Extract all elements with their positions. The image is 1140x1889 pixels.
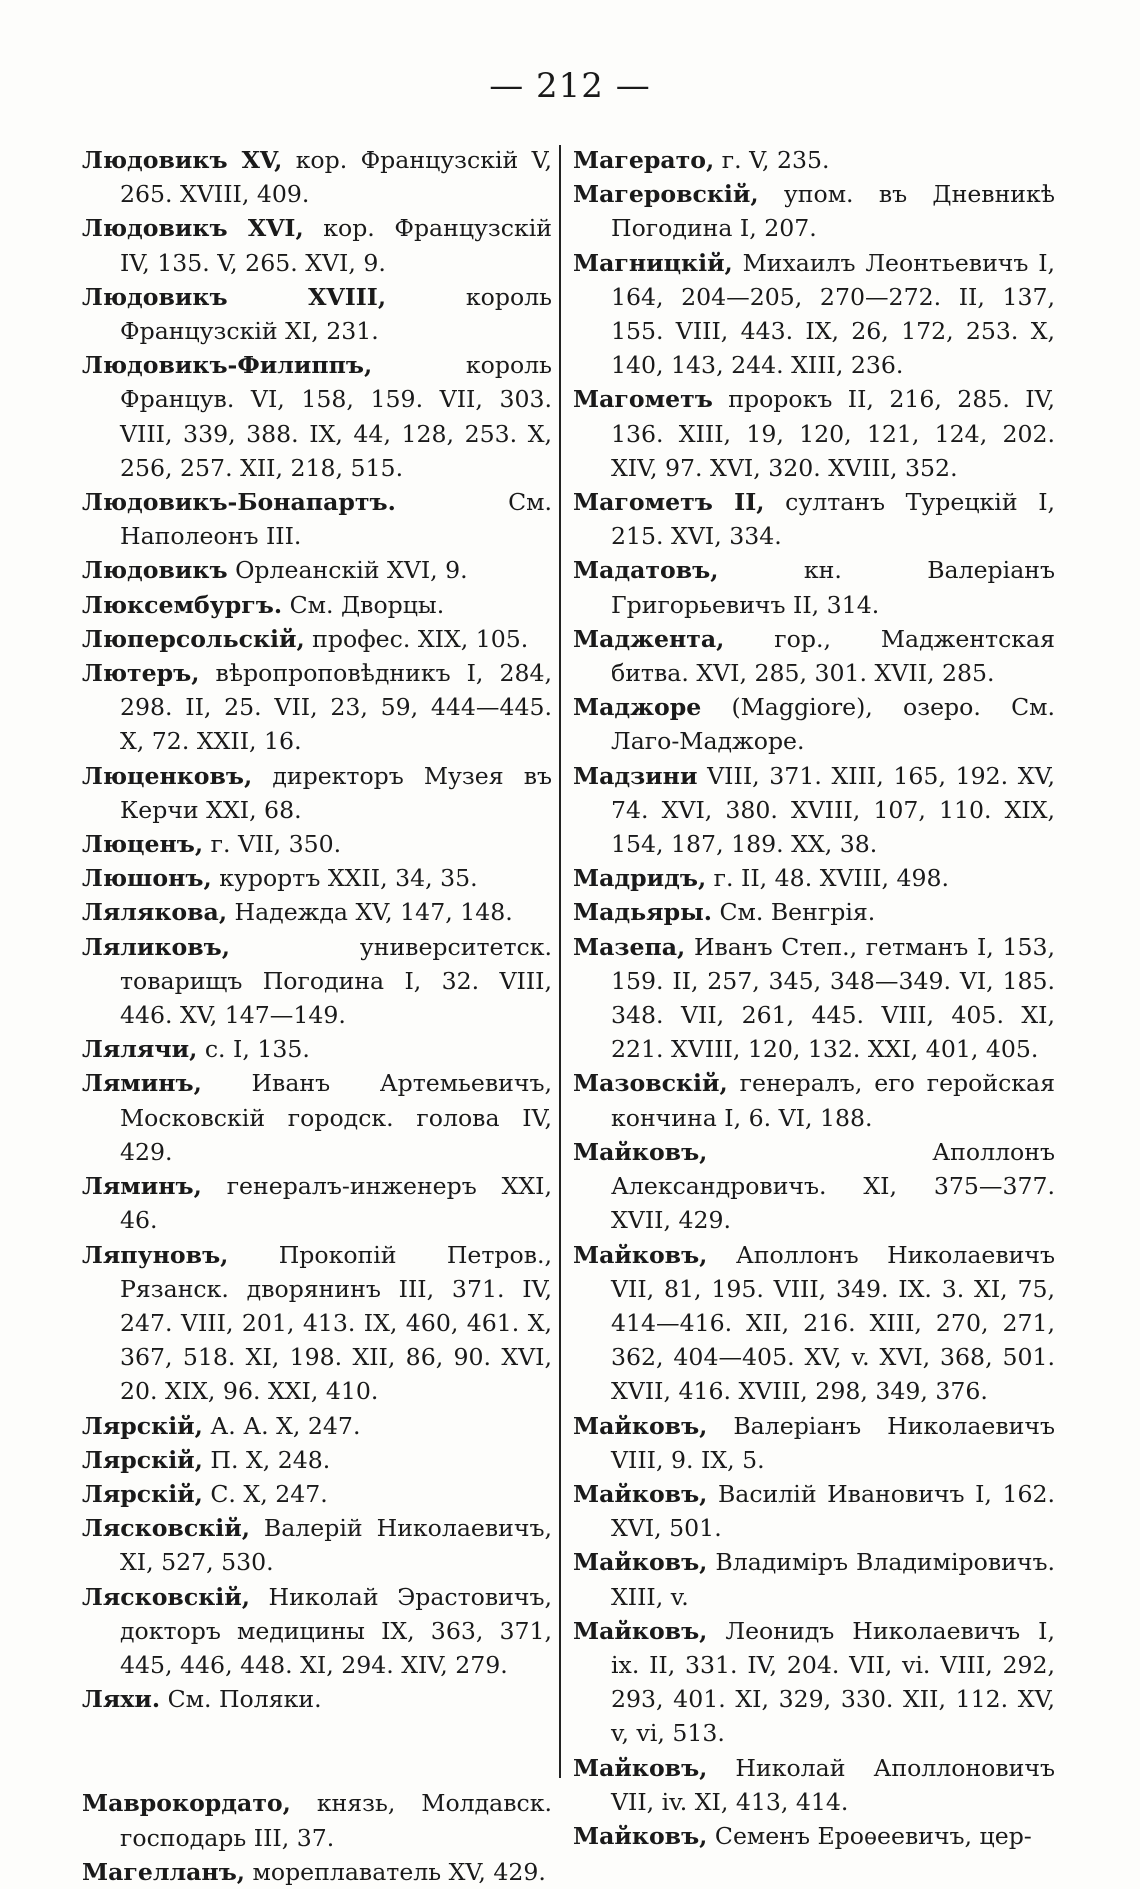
index-entry [573,177,1055,245]
left-column [82,143,552,1889]
index-entry [573,930,1055,1067]
entry-headword: Майковъ, [573,1240,708,1269]
entry-references: (Maggiore), озеро. См. Лаго-Маджоре. [611,693,1055,756]
entry-references: Николай Эрастовичъ, докторъ медицины IX, 363, 371, 445, 446, 448. XI, 294. XIV, 279. [120,1582,553,1679]
index-entry [82,280,552,348]
index-entry [82,1477,552,1511]
entry-references: султанъ Турецкій I, 215. XVI, 334. [611,488,1056,551]
index-entry [573,1238,1055,1409]
entry-references: г. VII, 350. [210,830,342,859]
entry-references: г. II, 48. XVIII, 498. [713,864,950,893]
entry-references: Николай Аполлоновичъ VII, iv. XI, 413, 414. [611,1753,1056,1816]
entry-headword: Лялячи, [82,1035,198,1064]
entry-headword: Ляпуновъ, [82,1240,229,1269]
index-entry [82,656,552,759]
entry-references: король Французскій XI, 231. [120,282,553,346]
index-entry [82,211,552,279]
index-entry [82,1511,552,1579]
entry-headword: Люксембургъ. [82,590,283,619]
entry-headword: Майковъ, [573,1616,708,1645]
page-number: — 212 — [489,66,651,106]
entry-references: Надежда XV, 147, 148. [234,898,513,927]
entry-headword: Ляликовъ, [82,932,230,961]
index-entry [573,861,1055,895]
index-entry [573,1409,1055,1477]
entry-headword: Ляминъ, [82,1172,202,1201]
index-entry [82,348,552,485]
index-entry [573,1614,1055,1751]
entry-headword: Мадридъ, [573,864,707,893]
index-entry [82,1169,552,1237]
entry-references: вѣропроповѣдникъ I, 284, 298. II, 25. VII, 23, 59, 444—445. X, 72. XXII, 16. [120,659,552,756]
entry-references: П. X, 248. [210,1445,331,1474]
entry-references: Михаилъ Леонтьевичъ I, 164, 204—205, 270—272. II, 137, 155. VIII, 443. IX, 26, 172, 253. X, 140, 143, 244. XIII, 236. [611,248,1056,380]
index-entry [573,1545,1055,1613]
entry-references: курортъ XXII, 34, 35. [219,864,478,893]
entry-references: С. X, 247. [210,1479,328,1508]
entry-headword: Людовикъ [82,556,228,585]
entry-headword: Люценъ, [82,830,204,859]
entry-headword: Мадатовъ, [573,556,719,585]
entry-headword: Магерато, [573,146,715,174]
index-entry [82,588,552,622]
entry-headword: Лютеръ, [82,659,200,688]
entry-headword: Лялякова, [82,898,228,927]
entry-references: пророкъ II, 216, 285. IV, 136. XIII, 19, 120, 121, 124, 202. XIV, 97. XVI, 320. XVIII, 352. [611,385,1056,482]
entry-references: VIII, 371. XIII, 165, 192. XV, 74. XVI, 380. XVIII, 107, 110. XIX, 154, 187, 189. XX, 38. [611,761,1056,859]
entry-headword: Майковъ, [573,1411,708,1440]
left-entries [82,143,552,1716]
right-column [573,143,1055,1853]
entry-references: кор. Французскій IV, 135. V, 265. XVI, 9. [120,214,552,277]
entry-headword: Магеровскій, [573,180,759,209]
index-entry [82,1443,552,1477]
entry-headword: Людовикъ XVI, [82,214,304,243]
entry-headword: Людовикъ-Филиппъ, [82,351,373,380]
entry-headword: Лясковскій, [82,1514,250,1543]
entry-headword: Ляминъ, [82,1069,202,1098]
index-entry [82,895,552,929]
entry-headword: Маджента, [573,624,725,653]
entry-references: профес. XIX, 105. [312,624,529,653]
entry-headword: Мазовскій, [573,1069,728,1098]
entry-headword: Людовикъ XVIII, [82,282,387,311]
entry-headword: Лярскій, [82,1411,203,1440]
entry-references: упом. въ Дневникѣ Погодина I, 207. [611,180,1055,243]
index-entry [573,759,1055,862]
entry-references: гор., Маджентская битва. XVI, 285, 301. XVII, 285. [611,624,1056,688]
entry-headword: Майковъ, [573,1821,708,1850]
entry-headword: Мадьяры. [573,898,712,927]
entry-headword: Мадзини [573,761,698,790]
index-entry [573,485,1055,553]
index-entry [573,895,1055,929]
index-entry [82,1409,552,1443]
index-entry [82,553,552,587]
index-entry [82,930,552,1033]
left-tail-entries [82,1786,552,1889]
index-entry [82,1855,552,1889]
entry-headword: Майковъ, [573,1548,708,1577]
entry-references: Владиміръ Владиміровичъ. XIII, v. [611,1548,1055,1611]
entry-references: с. I, 135. [204,1035,310,1064]
index-entry [573,382,1055,485]
entry-references: См. Дворцы. [289,590,445,619]
entry-references: Валеріанъ Николаевичъ VIII, 9. IX, 5. [611,1411,1055,1474]
index-entry [82,1580,552,1683]
entry-references: Семенъ Ероѳеевичъ, цер- [714,1821,1032,1850]
entry-references: Валерій Николаевичъ, XI, 527, 530. [120,1514,552,1577]
entry-headword: Лярскій, [82,1445,203,1474]
index-entry [573,1751,1055,1819]
index-entry [82,827,552,861]
index-entry [573,1135,1055,1238]
entry-headword: Людовикъ-Бонапартъ. [82,488,396,517]
entry-references: университетск. товарищъ Погодина I, 32. VIII, 446. XV, 147—149. [120,932,552,1030]
letter-section-gap [82,1716,552,1786]
index-entry [82,622,552,656]
index-entry [573,1066,1055,1134]
entry-headword: Майковъ, [573,1753,708,1782]
entry-references: См. Наполеонъ III. [120,488,552,551]
index-entry [82,1682,552,1716]
entry-references: кн. Валеріанъ Григорьевичъ II, 314. [611,556,1056,619]
entry-headword: Люшонъ, [82,864,212,893]
entry-headword: Майковъ, [573,1479,708,1508]
index-entry [82,1066,552,1169]
index-entry [82,143,552,211]
entry-references: князь, Молдавск. господарь III, 37. [120,1789,552,1852]
entry-headword: Магницкій, [573,248,733,277]
entry-references: Прокопій Петров., Рязанск. дворянинъ III, 371. IV, 247. VIII, 201, 413. IX, 460, 461. X, 367, 518. XI, 198. XII, 86, 90. XVI, 20. XIX, 96. XXI, 410. [120,1240,552,1406]
entry-references: Орлеанскій XVI, 9. [235,556,468,585]
index-entry [573,246,1055,383]
entry-references: кор. Французскій V, 265. XVIII, 409. [120,146,552,209]
entry-references: генералъ-инженеръ XXI, 46. [120,1172,552,1235]
entry-headword: Люценковъ, [82,761,253,790]
entry-headword: Люперсольскій, [82,624,305,653]
entry-references: Аполлонъ Николаевичъ VII, 81, 195. VIII, 349. IX. 3. XI, 75, 414—416. XII, 216. XIII, 270, 271, 362, 404—405. XV, v. XVI, 368, 501. XVII, 416. XVIII, 298, 349, 376. [611,1240,1055,1406]
index-entry [82,1032,552,1066]
entry-headword: Людовикъ XV, [82,146,283,174]
index-entry [573,622,1055,690]
right-entries [573,143,1055,1853]
index-entry [573,1477,1055,1545]
entry-headword: Маджоре [573,693,702,722]
index-entry [82,1238,552,1409]
entry-references: А. А. X, 247. [210,1411,361,1440]
index-entry [573,143,1055,177]
entry-references: директоръ Музея въ Керчи XXI, 68. [120,761,552,824]
entry-references: мореплаватель XV, 429. [252,1857,546,1886]
entry-headword: Магометъ II, [573,488,765,517]
entry-headword: Лясковскій, [82,1582,250,1611]
index-entry [573,1819,1055,1853]
entry-references: Василій Ивановичъ I, 162. XVI, 501. [611,1479,1055,1543]
entry-references: См. Поляки. [167,1685,322,1714]
index-entry [82,759,552,827]
entry-references: Аполлонъ Александровичъ. XI, 375—377. XVII, 429. [611,1137,1055,1235]
entry-headword: Магелланъ, [82,1857,246,1886]
entry-references: См. Венгрія. [719,898,876,927]
column-divider [559,145,561,1778]
index-entry [82,1786,552,1854]
entry-headword: Лярскій, [82,1479,203,1508]
index-entry [82,485,552,553]
entry-references: Иванъ Артемьевичъ, Московскій городск. голова IV, 429. [120,1069,552,1166]
entry-headword: Мазепа, [573,932,686,961]
entry-references: генералъ, его геройская кончина I, 6. VI, 188. [611,1069,1056,1132]
index-entry [573,690,1055,758]
entry-headword: Магометъ [573,385,713,414]
entry-references: г. V, 235. [721,146,830,174]
index-entry [573,553,1055,621]
entry-headword: Ляхи. [82,1685,161,1714]
entry-headword: Майковъ, [573,1137,708,1166]
entry-references: Леонидъ Николаевичъ I, ix. II, 331. IV, 204. VII, vi. VIII, 292, 293, 401. XI, 329, 330. XII, 112. XV, v, vi, 513. [611,1616,1055,1748]
entry-references: король Францув. VI, 158, 159. VII, 303. VIII, 339, 388. IX, 44, 128, 253. X, 256, 257. XII, 218, 515. [120,351,552,482]
entry-references: Иванъ Степ., гетманъ I, 153, 159. II, 257, 345, 348—349. VI, 185. 348. VII, 261, 445. VIII, 405. XI, 221. XVIII, 120, 132. XXI, 401, 405. [611,932,1055,1064]
index-entry [82,861,552,895]
entry-headword: Маврокордато, [82,1789,291,1818]
